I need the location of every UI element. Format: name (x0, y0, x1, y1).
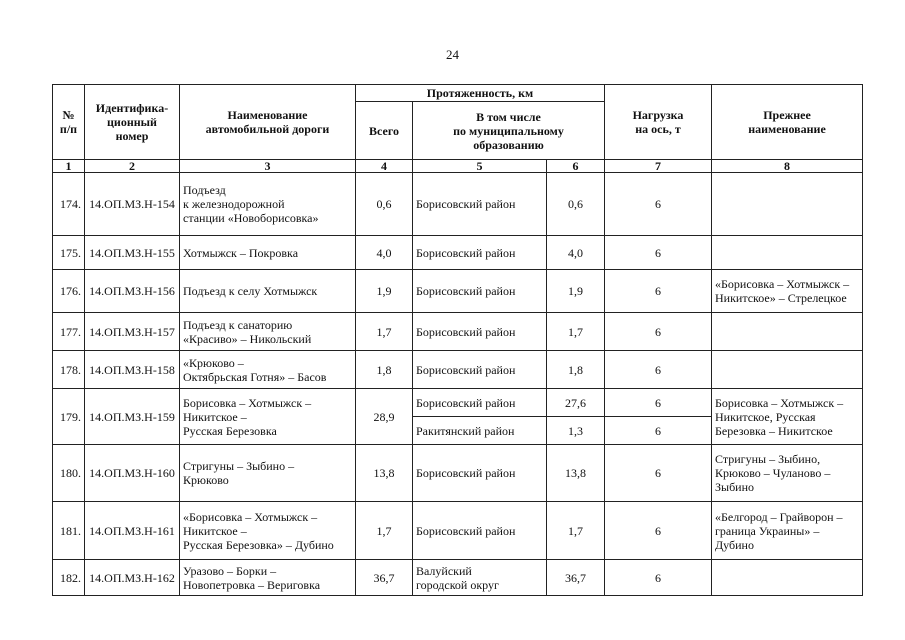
axle-load: 6 (605, 445, 712, 502)
total-length: 1,7 (356, 502, 413, 560)
district: Борисовский район (413, 313, 547, 351)
row-number: 182. (53, 560, 85, 596)
total-length: 4,0 (356, 236, 413, 270)
colnum-1: 1 (53, 160, 85, 173)
table-row (53, 270, 863, 313)
district: Борисовский район (413, 445, 547, 502)
header-length-text: Протяженность, км (426, 86, 534, 100)
header-total-text: Всего (369, 123, 399, 138)
road-name: «Крюково – Октябрьская Готня» – Басов (180, 351, 356, 389)
district: Борисовский район (413, 389, 547, 417)
header-number-text: № п/п (59, 108, 78, 136)
header-municipal (413, 102, 605, 160)
total-length: 13,8 (356, 445, 413, 502)
header-number (53, 85, 85, 160)
previous-name: «Белгород – Грайворон – граница Украины» – Дубино (712, 502, 863, 560)
road-name: Подъезд к селу Хотмыжск (180, 270, 356, 313)
road-id: 14.ОП.МЗ.Н-161 (85, 502, 180, 560)
road-name: Стригуны – Зыбино – Крюково (180, 445, 356, 502)
header-length (356, 85, 605, 102)
previous-name (712, 236, 863, 270)
header-id (85, 85, 180, 160)
district: Борисовский район (413, 236, 547, 270)
axle-load: 6 (605, 270, 712, 313)
road-id: 14.ОП.МЗ.Н-155 (85, 236, 180, 270)
header-name (180, 85, 356, 160)
road-id: 14.ОП.МЗ.Н-160 (85, 445, 180, 502)
road-name: «Борисовка – Хотмыжск – Никитское – Русская Березовка» – Дубино (180, 502, 356, 560)
district: Борисовский район (413, 351, 547, 389)
road-name: Борисовка – Хотмыжск – Никитское – Русская Березовка (180, 389, 356, 445)
header-id-text: Идентифика- ционный номер (95, 101, 169, 143)
road-id: 14.ОП.МЗ.Н-159 (85, 389, 180, 445)
district-length: 4,0 (547, 236, 605, 270)
district-length: 0,6 (547, 173, 605, 236)
district-length: 1,9 (547, 270, 605, 313)
road-name: Подъезд к санаторию «Красиво» – Никольский (180, 313, 356, 351)
total-length: 28,9 (356, 389, 413, 445)
previous-name: Стригуны – Зыбино, Крюково – Чуланово – Зыбино (712, 445, 863, 502)
table-row (53, 313, 863, 351)
district-length: 36,7 (547, 560, 605, 596)
colnum-3: 3 (180, 160, 356, 173)
axle-load: 6 (605, 389, 712, 417)
district-length: 27,6 (547, 389, 605, 417)
row-number: 176. (53, 270, 85, 313)
row-number: 174. (53, 173, 85, 236)
road-id: 14.ОП.МЗ.Н-158 (85, 351, 180, 389)
district: Ракитянский район (413, 417, 547, 445)
table-row (53, 173, 863, 236)
axle-load: 6 (605, 173, 712, 236)
axle-load: 6 (605, 560, 712, 596)
table-row (53, 236, 863, 270)
road-id: 14.ОП.МЗ.Н-157 (85, 313, 180, 351)
previous-name (712, 173, 863, 236)
row-number: 181. (53, 502, 85, 560)
district-length: 1,7 (547, 313, 605, 351)
header-municipal-text: В том числе по муниципальному образованию (453, 109, 564, 152)
total-length: 0,6 (356, 173, 413, 236)
total-length: 1,7 (356, 313, 413, 351)
row-number: 177. (53, 313, 85, 351)
road-name: Подъезд к железнодорожной станции «Новоборисовка» (180, 173, 356, 236)
row-number: 178. (53, 351, 85, 389)
district: Борисовский район (413, 502, 547, 560)
previous-name (712, 351, 863, 389)
district: Валуйский городской округ (413, 560, 547, 596)
district: Борисовский район (413, 270, 547, 313)
road-name: Уразово – Борки – Новопетровка – Вериговка (180, 560, 356, 596)
colnum-7: 7 (605, 160, 712, 173)
total-length: 36,7 (356, 560, 413, 596)
row-number: 179. (53, 389, 85, 445)
header-prev (712, 85, 863, 160)
colnum-5: 5 (413, 160, 547, 173)
table-row (53, 389, 863, 417)
axle-load: 6 (605, 417, 712, 445)
header-total (356, 102, 413, 160)
row-number: 175. (53, 236, 85, 270)
district-length: 1,8 (547, 351, 605, 389)
road-id: 14.ОП.МЗ.Н-162 (85, 560, 180, 596)
column-number-row (53, 160, 863, 173)
header-load-text: Нагрузка на ось, т (632, 108, 684, 136)
axle-load: 6 (605, 502, 712, 560)
table-row (53, 560, 863, 596)
district: Борисовский район (413, 173, 547, 236)
district-length: 1,3 (547, 417, 605, 445)
colnum-6: 6 (547, 160, 605, 173)
table-row (53, 502, 863, 560)
table-row (53, 445, 863, 502)
header-name-text: Наименование автомобильной дороги (205, 108, 330, 136)
previous-name (712, 560, 863, 596)
previous-name: «Борисовка – Хотмыжск – Никитское» – Стрелецкое (712, 270, 863, 313)
road-name: Хотмыжск – Покровка (180, 236, 356, 270)
colnum-4: 4 (356, 160, 413, 173)
colnum-8: 8 (712, 160, 863, 173)
district-length: 13,8 (547, 445, 605, 502)
page-number: 24 (446, 47, 459, 62)
header-prev-text: Прежнее наименование (748, 108, 826, 136)
total-length: 1,9 (356, 270, 413, 313)
axle-load: 6 (605, 313, 712, 351)
previous-name: Борисовка – Хотмыжск – Никитское, Русская Березовка – Никитское (712, 389, 863, 445)
colnum-2: 2 (85, 160, 180, 173)
previous-name (712, 313, 863, 351)
roads-table (52, 84, 863, 596)
row-number: 180. (53, 445, 85, 502)
road-id: 14.ОП.МЗ.Н-156 (85, 270, 180, 313)
axle-load: 6 (605, 236, 712, 270)
total-length: 1,8 (356, 351, 413, 389)
header-load (605, 85, 712, 160)
road-id: 14.ОП.МЗ.Н-154 (85, 173, 180, 236)
axle-load: 6 (605, 351, 712, 389)
table-row (53, 351, 863, 389)
district-length: 1,7 (547, 502, 605, 560)
